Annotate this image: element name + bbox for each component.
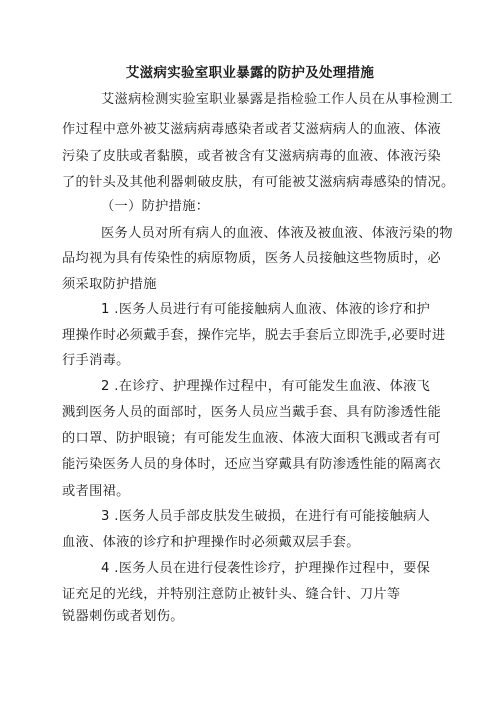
list-item-line: 理操作时必须戴手套，操作完毕，脱去手套后立即洗手,必要时进 [62, 328, 446, 343]
list-item-line: 的口罩、防护眼镜；有可能发生血液、体液大面积飞溅或者有可 [62, 431, 442, 446]
list-item-line: 能污染医务人员的身体时，还应当穿戴具有防渗透性能的隔离衣 [62, 457, 442, 472]
list-item-line: 溅到医务人员的面部时，医务人员应当戴手套、具有防渗透性能 [62, 405, 442, 420]
paragraph-line: 作过程中意外被艾滋病病毒感染者或者艾滋病病人的血液、体液 [62, 122, 442, 137]
list-item-line: 1 .医务人员进行有可能接触病人血液、体液的诊疗和护 [101, 302, 431, 317]
document-title: 艾滋病实验室职业暴露的防护及处理措施 [125, 65, 375, 81]
list-item-line: 4 .医务人员在进行侵袭性诊疗，护理操作过程中，要保 [101, 561, 431, 576]
list-item-line: 行手消毒。 [62, 353, 130, 368]
section-heading: （一）防护措施： [101, 199, 210, 214]
paragraph-line: 艾滋病检测实验室职业暴露是指检验工作人员在从事检测工 [101, 92, 453, 107]
paragraph-line: 须采取防护措施 [62, 277, 157, 292]
paragraph-line: 了的针头及其他利器刺破皮肤，有可能被艾滋病病毒感染的情况。 [62, 175, 455, 190]
list-item-line: 证充足的光线，并特别注意防止被针头、缝合针、刀片等 [62, 587, 401, 602]
paragraph-line: 污染了皮肤或者黏膜，或者被含有艾滋病病毒的血液、体液污染 [62, 149, 442, 164]
paragraph-line: 医务人员对所有病人的血液、体液及被血液、体液污染的物 [101, 226, 453, 241]
list-item-line: 血液、体液的诊疗和护理操作时必须戴双层手套。 [62, 535, 360, 550]
list-item-line: 2 .在诊疗、护理操作过程中，有可能发生血液、体液飞 [101, 379, 431, 394]
list-item-line: 锐器刺伤或者划伤。 [62, 609, 184, 624]
list-item-line: 或者围裙。 [62, 484, 130, 499]
paragraph-line: 品均视为具有传染性的病原物质，医务人员接触这些物质时，必 [62, 251, 442, 266]
list-item-line: 3 .医务人员手部皮肤发生破损，在进行有可能接触病人 [101, 509, 431, 524]
